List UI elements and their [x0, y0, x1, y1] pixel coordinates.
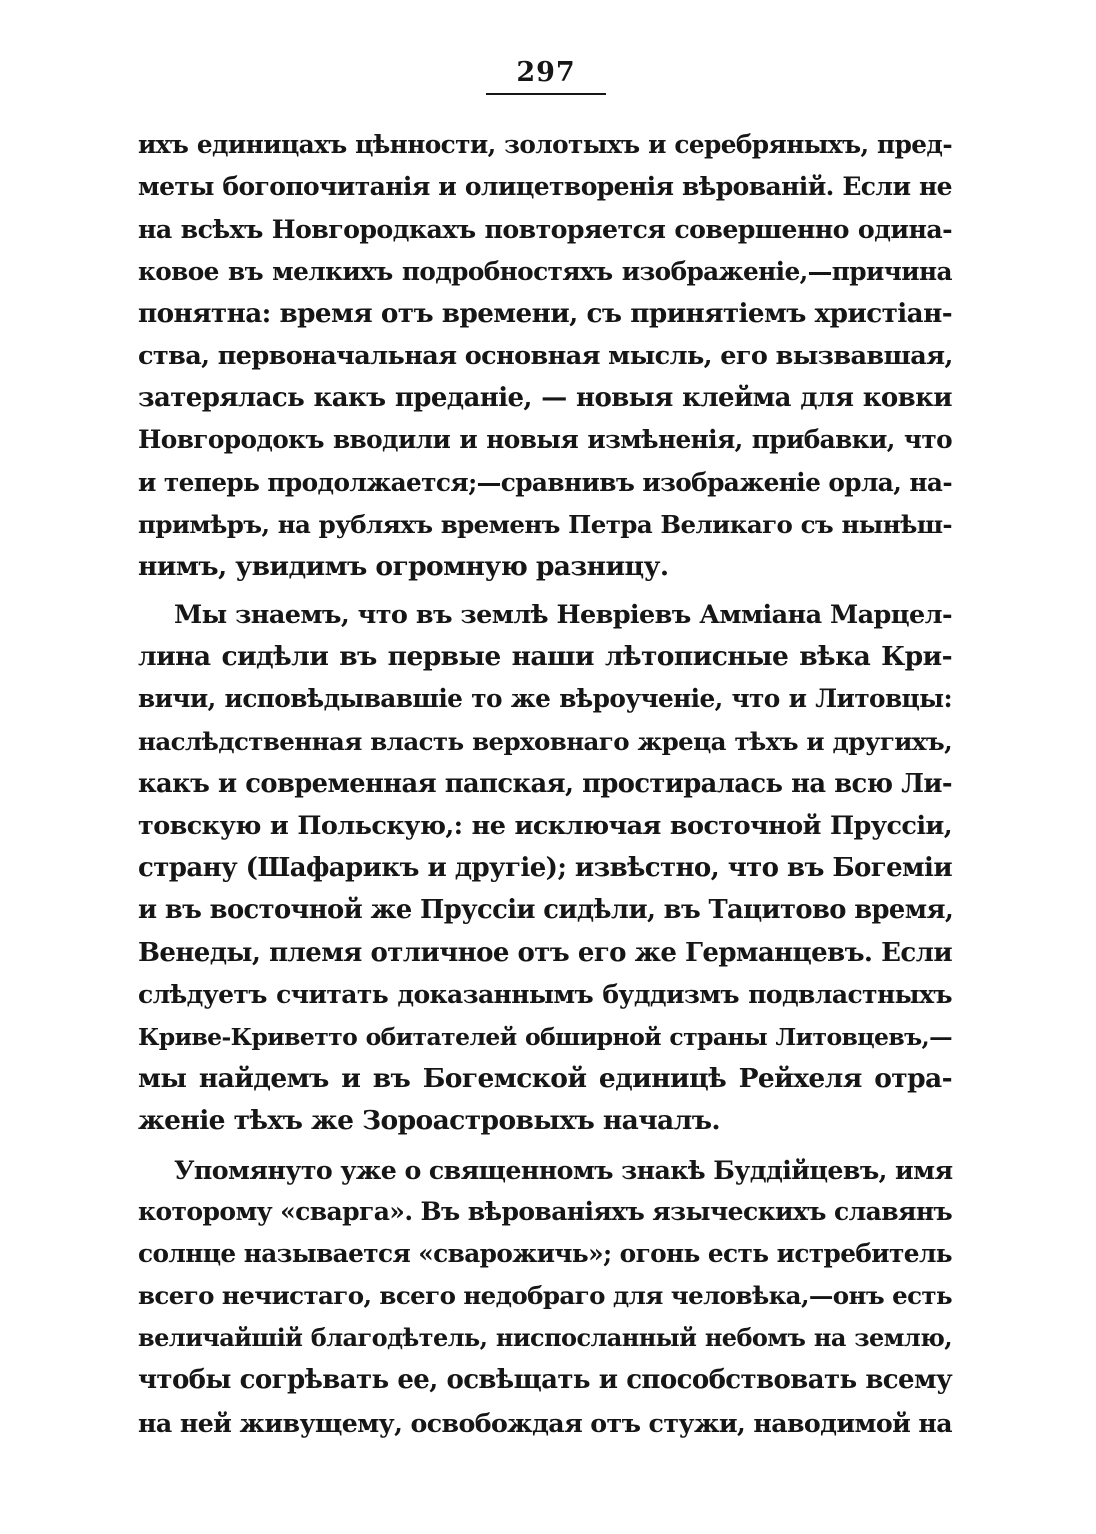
paragraph	[138, 594, 952, 1142]
text-line: ихъ единицахъ цѣнности, золотыхъ и серебряныхъ, пред-	[138, 130, 952, 159]
text-line: какъ и современная папская, простиралась на всю Ли-	[138, 768, 952, 799]
text-line: вичи, исповѣдывавшіе то же вѣроученіе, что и Литовцы:	[138, 684, 952, 714]
text-line: нимъ, увидимъ огромную разницу.	[138, 550, 669, 582]
text-line: величайшій благодѣтель, ниспосланный небомъ на землю,	[138, 1323, 952, 1353]
text-line: слѣдуетъ считать доказаннымъ буддизмъ подвластныхъ	[138, 979, 952, 1009]
text-line: наслѣдственная власть верховнаго жреца тѣхъ и другихъ,	[138, 726, 952, 756]
text-line: Венеды, племя отличное отъ его же Германцевъ. Если	[138, 937, 952, 968]
text-line: на всѣхъ Новгородкахъ повторяется совершенно одина-	[138, 214, 952, 245]
text-line: Криве-Криветто обитателей обширной страны Литовцевъ,—	[138, 1022, 952, 1051]
text-line: и въ восточной же Пруссіи сидѣли, въ Тацитово время,	[138, 895, 954, 926]
text-line: которому «сварга». Въ вѣрованіяхъ языческихъ славянъ	[138, 1196, 953, 1226]
text-line: ковое въ мелкихъ подробностяхъ изображеніе,—причина	[138, 256, 952, 286]
text-line: страну (Шафарикъ и другіе); извѣстно, что въ Богеміи	[138, 853, 952, 884]
text-line: Упомянуто уже о священномъ знакѣ Буддійцевъ, имя	[174, 1154, 953, 1185]
text-line: Мы знаемъ, что въ землѣ Невріевъ Амміана Марцел-	[174, 600, 952, 631]
paragraph	[138, 1149, 952, 1444]
text-line: всего нечистаго, всего недобраго для человѣка,—онъ есть	[138, 1281, 952, 1311]
text-line: товскую и Польскую,: не исключая восточной Пруссіи,	[138, 811, 952, 841]
paragraph	[138, 124, 952, 588]
text-line: на ней живущему, освобождая отъ стужи, наводимой на	[138, 1407, 953, 1438]
text-body	[138, 124, 952, 1444]
text-line: ства, первоначальная основная мысль, его вызвавшая,	[138, 340, 953, 371]
text-line: и теперь продолжается;—сравнивъ изображеніе орла, на-	[138, 467, 952, 497]
text-line: примѣръ, на рубляхъ временъ Петра Великаго съ нынѣш-	[138, 509, 952, 539]
text-line: мы найдемъ и въ Богемской единицѣ Рейхеля отра-	[138, 1063, 952, 1095]
text-line: лина сидѣли въ первые наши лѣтописные вѣка Кри-	[138, 641, 952, 673]
text-line: солнце называется «сварожичь»; огонь есть истребитель	[138, 1238, 952, 1268]
text-line: меты богопочитанія и олицетворенія вѣрованій. Если не	[138, 172, 952, 202]
text-line: Новгородокъ вводили и новыя измѣненія, прибавки, что	[138, 425, 952, 455]
text-line: понятна: время отъ времени, съ принятіемъ христіан-	[138, 297, 952, 329]
text-line: женіе тѣхъ же Зороастровыхъ началъ.	[138, 1105, 721, 1137]
text-line: чтобы согрѣвать ее, освѣщать и способствовать всему	[138, 1365, 952, 1396]
header-rule	[486, 93, 606, 95]
text-line: затерялась какъ преданіе, — новыя клейма для ковки	[138, 383, 952, 414]
page-number: 297	[516, 57, 576, 88]
